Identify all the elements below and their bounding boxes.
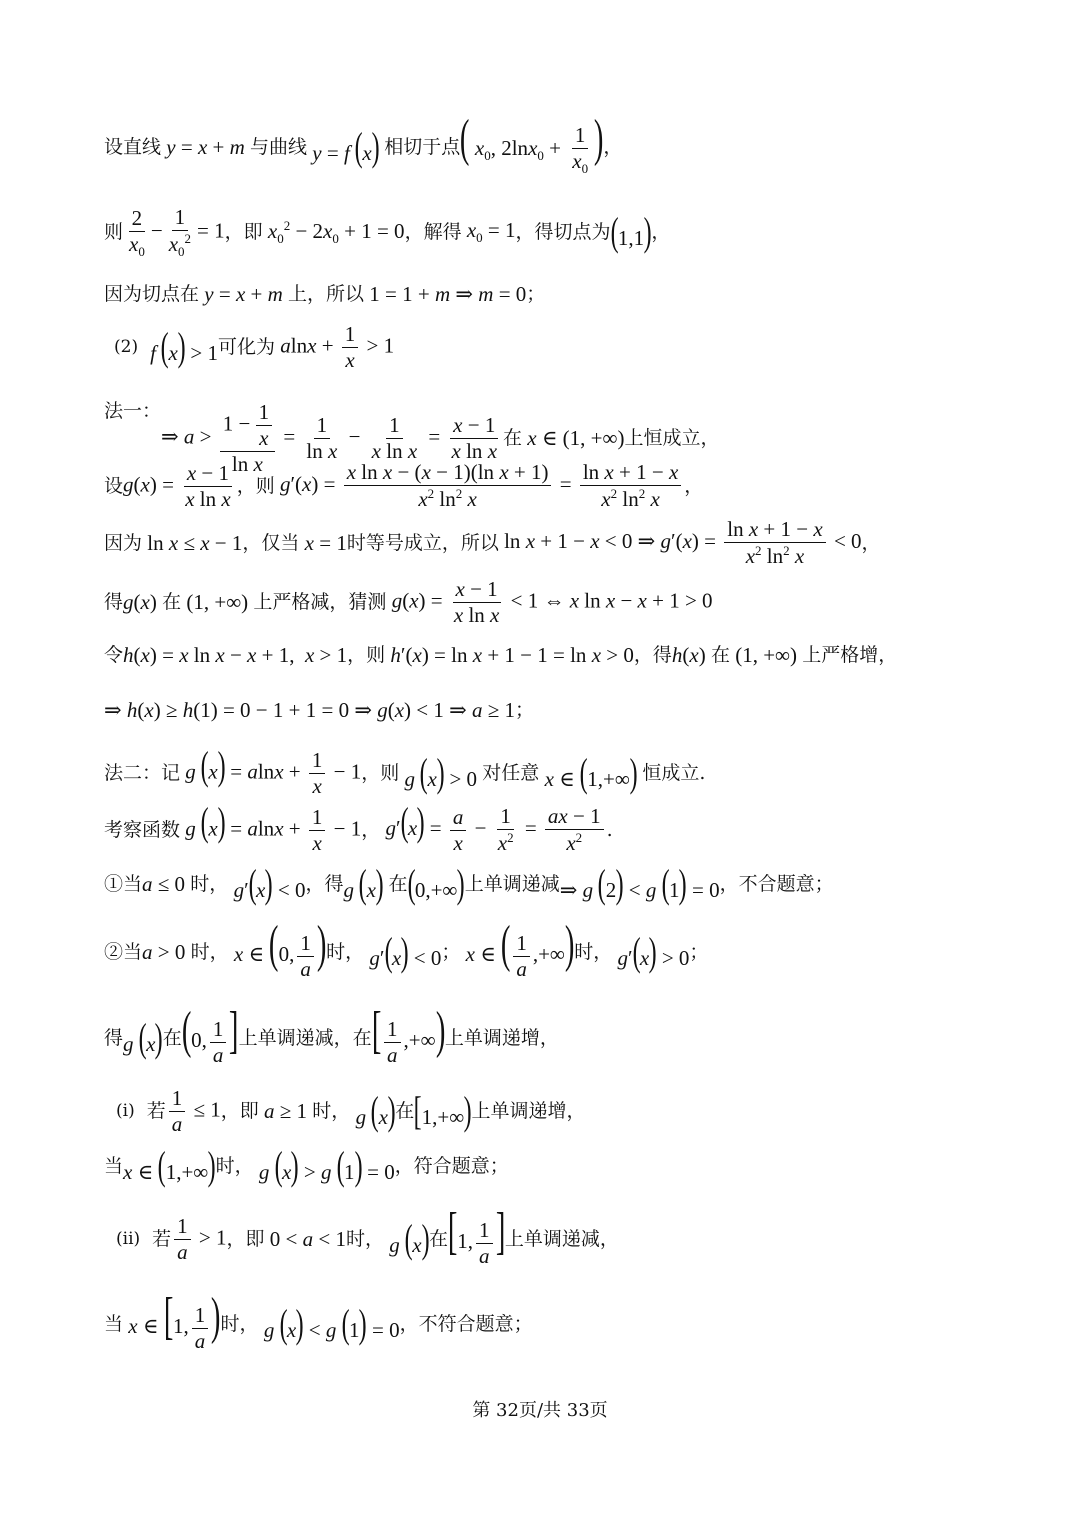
math: [ $\frac{1}{a}$ ,+∞) bbox=[371, 1002, 446, 1067]
text: 时， bbox=[190, 873, 229, 895]
text: ，则 bbox=[347, 644, 386, 666]
text: 当 bbox=[104, 1313, 124, 1336]
line-part2 bbox=[114, 322, 394, 373]
text: 则 bbox=[104, 220, 124, 243]
text: 得 bbox=[104, 1027, 124, 1050]
math: g(x) = $\frac{x - 1}{\text{x ln x}}$ bbox=[123, 460, 231, 511]
math: ln x + 1 − x < 0 ⇒ g′(x) = $\frac{\text{ln x + 1 − x}}{x^2 \ln^2 x}$ < 0 bbox=[498, 517, 862, 569]
line-define-g bbox=[104, 460, 703, 512]
text: 上严格增， bbox=[802, 644, 898, 666]
text: 在 bbox=[162, 591, 182, 614]
subcase-number: (i) bbox=[116, 1101, 135, 1122]
math: g′(x) < 0 bbox=[233, 861, 306, 906]
text: ，不符合题意； bbox=[399, 1313, 533, 1336]
math: [1,+∞) bbox=[413, 1088, 472, 1134]
math: a ≥ 1 bbox=[264, 1099, 313, 1124]
math: g(x) = $\frac{x - 1}{\text{x ln x}}$ < 1 ⇔ x ln x − x + 1 > 0 bbox=[391, 577, 713, 628]
math: g(x) bbox=[123, 590, 163, 615]
math: g (x) bbox=[355, 1088, 396, 1134]
math: g (x) > g (1) = 0 bbox=[258, 1143, 395, 1188]
text: 时， bbox=[326, 941, 365, 964]
text: 在 bbox=[395, 1100, 415, 1123]
math: $\frac{2}{x_0}$ − $\frac{1}{x_0^2}$ = 1 bbox=[129, 205, 225, 260]
line-tangent-setup bbox=[104, 110, 623, 177]
math: g (x) = alnx + $\frac{1}{x}$ − 1 bbox=[185, 799, 362, 855]
math: $x_0^2 - 2x_0 + 1 = 0$ bbox=[267, 218, 405, 247]
text: ，不合题意； bbox=[719, 873, 834, 895]
text: ，得 bbox=[305, 873, 344, 895]
text: ，得切点为 bbox=[515, 220, 611, 243]
line-guess bbox=[104, 577, 713, 628]
text: ，即 bbox=[226, 1228, 265, 1251]
text: ， bbox=[603, 136, 623, 159]
math: ⇒ a > 1 − $\frac{1}{x}$ ln x = $\frac{1}{\text{ln x}}$ − $\frac{1}{\text{x ln x}}$ = $\frac{x - 1}{\text{x ln x}}$ bbox=[161, 400, 498, 477]
text: 时， bbox=[345, 1228, 384, 1251]
text: 时， bbox=[312, 1100, 351, 1123]
line-method2 bbox=[104, 742, 706, 799]
text: 上恒成立， bbox=[624, 427, 720, 450]
text: 因为 bbox=[104, 531, 143, 554]
method-label: 法一： bbox=[104, 400, 162, 422]
text: 设 bbox=[104, 474, 124, 497]
text: 上单调递减 bbox=[464, 873, 560, 895]
text: ①当 bbox=[104, 873, 143, 895]
text: 因为切点在 bbox=[104, 283, 200, 305]
math: y = x + m bbox=[204, 282, 283, 306]
text: 对任意 bbox=[482, 762, 540, 785]
text: 令 bbox=[104, 644, 124, 666]
math: ⇒ g (2) < g (1) = 0 bbox=[559, 861, 720, 906]
line-define-h bbox=[104, 645, 897, 666]
text: ； bbox=[689, 941, 709, 964]
line-subcase-i-result bbox=[104, 1143, 509, 1188]
math: (1,1) bbox=[610, 208, 652, 254]
line-conclusion-method1 bbox=[104, 700, 534, 721]
text: 得 bbox=[104, 591, 124, 614]
math: f (x) > 1 bbox=[150, 324, 219, 370]
subcase-number: (ii) bbox=[116, 1229, 141, 1250]
line-case1 bbox=[104, 861, 834, 906]
math: a ≤ 0 bbox=[142, 872, 191, 896]
text: ，即 bbox=[220, 1100, 259, 1123]
text: 上单调递减，在 bbox=[238, 1027, 372, 1050]
text: 设直线 bbox=[104, 136, 162, 159]
text: 时等号成立，所以 bbox=[346, 531, 499, 554]
math: x ∈ (1,+∞) bbox=[123, 1143, 216, 1188]
text: 与曲线 bbox=[250, 136, 308, 159]
text: 上单调递减， bbox=[504, 1228, 619, 1251]
math: [1, $\frac{1}{a}$ ] bbox=[447, 1203, 505, 1268]
line-case2 bbox=[104, 916, 709, 982]
math: h′(x) = ln x + 1 − 1 = ln x > 0 bbox=[390, 643, 634, 667]
math: x ∈ (1,+∞) bbox=[544, 750, 638, 796]
text: 若 bbox=[146, 1100, 166, 1123]
math: 0 < a < 1 bbox=[264, 1227, 346, 1252]
text: 上严格减，猜测 bbox=[253, 591, 387, 614]
math: g′(x) < 0 bbox=[369, 929, 442, 975]
text: 时， bbox=[190, 941, 229, 964]
line-monotonic bbox=[104, 1002, 559, 1068]
text: 上单调递增， bbox=[444, 1027, 559, 1050]
math: 1 = 1 + m ⇒ m = 0 bbox=[364, 282, 527, 306]
text: 时， bbox=[574, 941, 613, 964]
text: 可化为 bbox=[218, 336, 276, 359]
text: ； bbox=[514, 699, 534, 721]
text: ，解得 bbox=[404, 220, 462, 243]
text: 恒成立. bbox=[642, 762, 706, 785]
math: g (x) < g (1) = 0 bbox=[263, 1301, 400, 1347]
math: g′(x) > 0 bbox=[617, 929, 690, 975]
math: g (x) bbox=[123, 1015, 164, 1061]
text: 在 bbox=[428, 1228, 448, 1251]
text: 上，所以 bbox=[288, 283, 365, 305]
math: (1, +∞) bbox=[181, 590, 254, 615]
line-subcase-i bbox=[116, 1086, 586, 1137]
text: ，则 bbox=[361, 762, 400, 785]
math: alnx + $\frac{1}{x}$ > 1 bbox=[280, 322, 395, 373]
text: ； bbox=[526, 283, 546, 305]
math: y = f (x) bbox=[312, 124, 380, 170]
text: 上单调递增， bbox=[471, 1100, 586, 1123]
text: 当 bbox=[104, 1155, 124, 1177]
math: x ∈ ( $\frac{1}{a}$ ,+∞) bbox=[465, 916, 575, 981]
text: ， bbox=[361, 818, 381, 841]
line-subcase-ii-result bbox=[104, 1288, 533, 1354]
text: ， bbox=[651, 220, 671, 243]
text: ，仅当 bbox=[242, 531, 300, 554]
text: 在 bbox=[388, 873, 408, 895]
math: ⇒ h(x) ≥ h(1) = 0 − 1 + 1 = 0 ⇒ g(x) < 1 ⇒ a ≥ 1 bbox=[104, 698, 515, 722]
math: y = x + m bbox=[166, 135, 245, 160]
math: x ∈ [1, $\frac{1}{a}$ ) bbox=[128, 1288, 221, 1353]
text: ，得 bbox=[633, 644, 672, 666]
page-footer: 第 32页/共 33页 bbox=[472, 1400, 608, 1421]
math: g (x) bbox=[343, 861, 384, 906]
math: g (x) = alnx + $\frac{1}{x}$ − 1 bbox=[185, 742, 362, 799]
text: ， bbox=[684, 474, 704, 497]
math: g (x) > 0 bbox=[404, 750, 483, 796]
math: g′(x) = $\frac{a}{x}$ − $\frac{1}{x^2}$ = $\frac{ax - 1}{x^2}$ bbox=[380, 804, 606, 856]
text: 时， bbox=[215, 1155, 254, 1177]
text: 时， bbox=[220, 1313, 259, 1336]
math: a > 0 bbox=[142, 940, 191, 965]
text: 考察函数 bbox=[104, 818, 181, 841]
text: ，则 bbox=[236, 474, 275, 497]
line-solve-x0 bbox=[104, 205, 670, 260]
text: 在 bbox=[162, 1027, 182, 1050]
text: ②当 bbox=[104, 941, 143, 964]
text: ，符合题意； bbox=[394, 1155, 509, 1177]
math: ln x ≤ x − 1 bbox=[142, 530, 243, 555]
part-number: (2) bbox=[114, 337, 139, 358]
math: g′(x) = $\frac{\text{x ln x − (x − 1)(ln x + 1)}}{x^2 \ln^2 x}$ = $\frac{\text{ln x + 1 − x}}{x^2 \ln^2 x}$ bbox=[275, 460, 685, 512]
math: $x_0 = 1$ bbox=[466, 218, 516, 246]
text: ，即 bbox=[224, 220, 263, 243]
line-find-m bbox=[104, 284, 545, 305]
text: 在 bbox=[503, 427, 523, 450]
math: (0, $\frac{1}{a}$ ] bbox=[181, 1002, 239, 1067]
math: h(x) = x ln x − x + 1, x > 1 bbox=[123, 643, 348, 667]
math: x = 1 bbox=[304, 530, 347, 555]
text: ； bbox=[441, 941, 461, 964]
math: ( $x_0$, 2lnx$_0$ + $\frac{1}{x_0}$ ) bbox=[460, 110, 604, 177]
math: $\frac{1}{a}$ > 1 bbox=[171, 1214, 226, 1265]
line-subcase-ii bbox=[116, 1203, 619, 1269]
line-derivative-sign bbox=[104, 517, 881, 569]
math: g (x) bbox=[389, 1216, 430, 1262]
text: 若 bbox=[152, 1228, 172, 1251]
text: 相切于点 bbox=[384, 136, 461, 159]
math: $\frac{1}{a}$ ≤ 1 bbox=[166, 1086, 221, 1137]
line-examine-g bbox=[104, 799, 613, 856]
text: ， bbox=[861, 531, 881, 554]
math: h(x) bbox=[671, 643, 711, 667]
math: x ∈ (1, +∞) bbox=[527, 426, 625, 451]
method-label: 法二：记 bbox=[104, 762, 181, 785]
math: x ∈ (0, $\frac{1}{a}$ ) bbox=[233, 916, 327, 981]
math: (0,+∞) bbox=[407, 861, 466, 906]
text: 在 bbox=[710, 644, 730, 666]
math: (1, +∞) bbox=[729, 643, 803, 667]
text: . bbox=[606, 818, 613, 841]
